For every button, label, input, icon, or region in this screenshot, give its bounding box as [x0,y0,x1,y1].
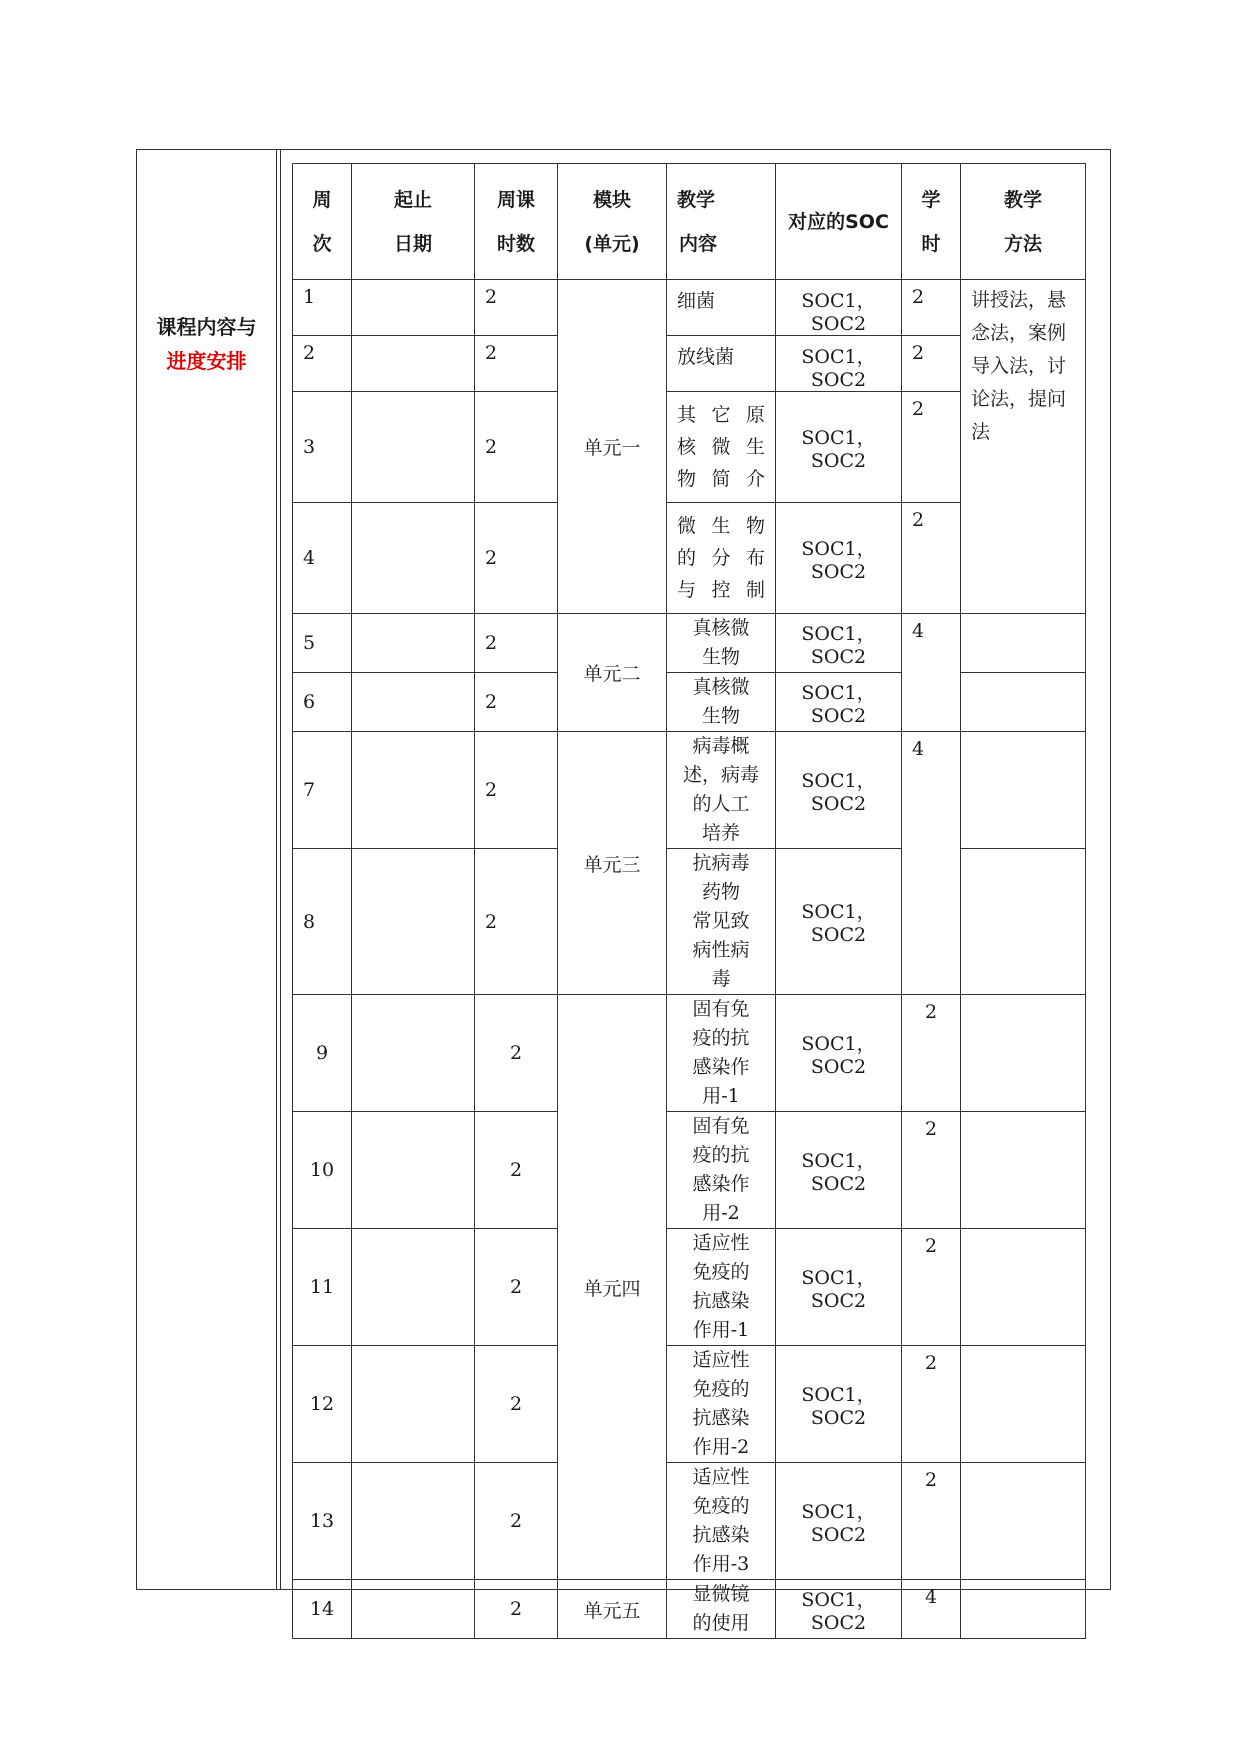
soc-cell: SOC1，SOC2 [776,995,902,1112]
header-hours-per-week: 周课 时数 [475,164,558,280]
hours-cell: 2 [902,1346,961,1463]
dates-cell [352,1346,475,1463]
content-cell: 放线菌 [667,336,776,392]
hours-per-week-cell: 2 [475,503,558,614]
soc-cell: SOC1，SOC2 [776,1346,902,1463]
soc-cell: SOC1，SOC2 [776,849,902,995]
hours-cell: 2 [902,503,961,614]
header-method: 教学 方法 [961,164,1086,280]
dates-cell [352,1229,475,1346]
method-cell [961,1346,1086,1463]
week-cell: 3 [293,392,352,503]
content-cell: 病毒概 述，病毒 的人工 培养 [667,732,776,849]
week-cell: 1 [293,280,352,336]
soc-cell: SOC1，SOC2 [776,1112,902,1229]
hours-cell: 2 [902,995,961,1112]
module-cell: 单元三 [558,732,667,995]
dates-cell [352,1112,475,1229]
module-cell: 单元五 [558,1580,667,1639]
dates-cell [352,995,475,1112]
hours-per-week-cell: 2 [475,614,558,673]
header-row [293,164,1086,280]
hours-cell: 2 [902,336,961,392]
hours-per-week-cell: 2 [475,1463,558,1580]
table-row [293,995,1086,1112]
soc-cell: SOC1，SOC2 [776,392,902,503]
dates-cell [352,732,475,849]
week-cell: 11 [293,1229,352,1346]
method-cell [961,1463,1086,1580]
week-cell: 5 [293,614,352,673]
week-cell: 12 [293,1346,352,1463]
week-cell: 13 [293,1463,352,1580]
hours-cell: 2 [902,280,961,336]
header-soc: 对应的SOC [776,164,902,280]
content-cell: 真核微 生物 [667,614,776,673]
hours-per-week-cell: 2 [475,1346,558,1463]
table-row [293,1346,1086,1463]
content-cell: 抗病毒 药物 常见致 病性病 毒 [667,849,776,995]
content-cell: 细菌 [667,280,776,336]
header-content: 教学 内容 [667,164,776,280]
hours-cell: 2 [902,1463,961,1580]
hours-per-week-cell: 2 [475,1112,558,1229]
content-cell: 适应性 免疫的 抗感染 作用-3 [667,1463,776,1580]
dates-cell [352,1580,475,1639]
table-row [293,614,1086,673]
hours-per-week-cell: 2 [475,995,558,1112]
table-row [293,280,1086,336]
header-module: 模块 (单元) [558,164,667,280]
soc-cell: SOC1，SOC2 [776,280,902,336]
hours-per-week-cell: 2 [475,673,558,732]
soc-cell: SOC1，SOC2 [776,336,902,392]
method-cell [961,995,1086,1112]
method-cell [961,1580,1086,1639]
week-cell: 6 [293,673,352,732]
week-cell: 4 [293,503,352,614]
hours-cell: 4 [902,614,961,732]
soc-cell: SOC1，SOC2 [776,614,902,673]
dates-cell [352,392,475,503]
table-row [293,1229,1086,1346]
header-week: 周 次 [293,164,352,280]
dates-cell [352,614,475,673]
module-cell: 单元一 [558,280,667,614]
soc-cell: SOC1，SOC2 [776,1229,902,1346]
method-cell [961,732,1086,849]
module-cell: 单元四 [558,995,667,1580]
dates-cell [352,336,475,392]
soc-cell: SOC1，SOC2 [776,503,902,614]
hours-per-week-cell: 2 [475,849,558,995]
label-divider-inner [280,149,281,1590]
dates-cell [352,280,475,336]
hours-cell: 2 [902,392,961,503]
dates-cell [352,503,475,614]
section-label-line2: 进度安排 [166,349,247,373]
hours-per-week-cell: 2 [475,1580,558,1639]
header-dates: 起止 日期 [352,164,475,280]
content-cell: 微生物 的分布 与控制 [667,503,776,614]
section-label-line1: 课程内容与 [156,315,257,339]
table-row [293,732,1086,849]
table-row [293,1580,1086,1639]
label-divider [276,149,277,1590]
method-cell [961,1229,1086,1346]
hours-cell: 4 [902,1580,961,1639]
header-hours: 学 时 [902,164,961,280]
week-cell: 8 [293,849,352,995]
hours-per-week-cell: 2 [475,336,558,392]
week-cell: 14 [293,1580,352,1639]
content-cell: 固有免 疫的抗 感染作 用-2 [667,1112,776,1229]
content-cell: 其它原 核微生 物简介 [667,392,776,503]
content-cell: 适应性 免疫的 抗感染 作用-2 [667,1346,776,1463]
table-row [293,673,1086,732]
soc-cell: SOC1，SOC2 [776,732,902,849]
content-cell: 显微镜 的使用 [667,1580,776,1639]
method-cell: 讲授法，悬 念法，案例 导入法，讨 论法，提问 法 [961,280,1086,614]
dates-cell [352,849,475,995]
section-label [137,310,276,378]
schedule-table [292,163,1086,1639]
hours-per-week-cell: 2 [475,1229,558,1346]
week-cell: 9 [293,995,352,1112]
hours-per-week-cell: 2 [475,280,558,336]
week-cell: 7 [293,732,352,849]
dates-cell [352,1463,475,1580]
method-cell [961,1112,1086,1229]
hours-cell: 2 [902,1112,961,1229]
dates-cell [352,673,475,732]
table-row [293,1463,1086,1580]
week-cell: 10 [293,1112,352,1229]
module-cell: 单元二 [558,614,667,732]
week-cell: 2 [293,336,352,392]
hours-cell: 2 [902,1229,961,1346]
soc-cell: SOC1，SOC2 [776,1463,902,1580]
table-row [293,849,1086,995]
hours-per-week-cell: 2 [475,392,558,503]
content-cell: 真核微 生物 [667,673,776,732]
method-cell [961,849,1086,995]
method-cell [961,673,1086,732]
table-row [293,1112,1086,1229]
hours-cell: 4 [902,732,961,995]
content-cell: 固有免 疫的抗 感染作 用-1 [667,995,776,1112]
hours-per-week-cell: 2 [475,732,558,849]
soc-cell: SOC1，SOC2 [776,673,902,732]
soc-cell: SOC1，SOC2 [776,1580,902,1639]
content-cell: 适应性 免疫的 抗感染 作用-1 [667,1229,776,1346]
method-cell [961,614,1086,673]
